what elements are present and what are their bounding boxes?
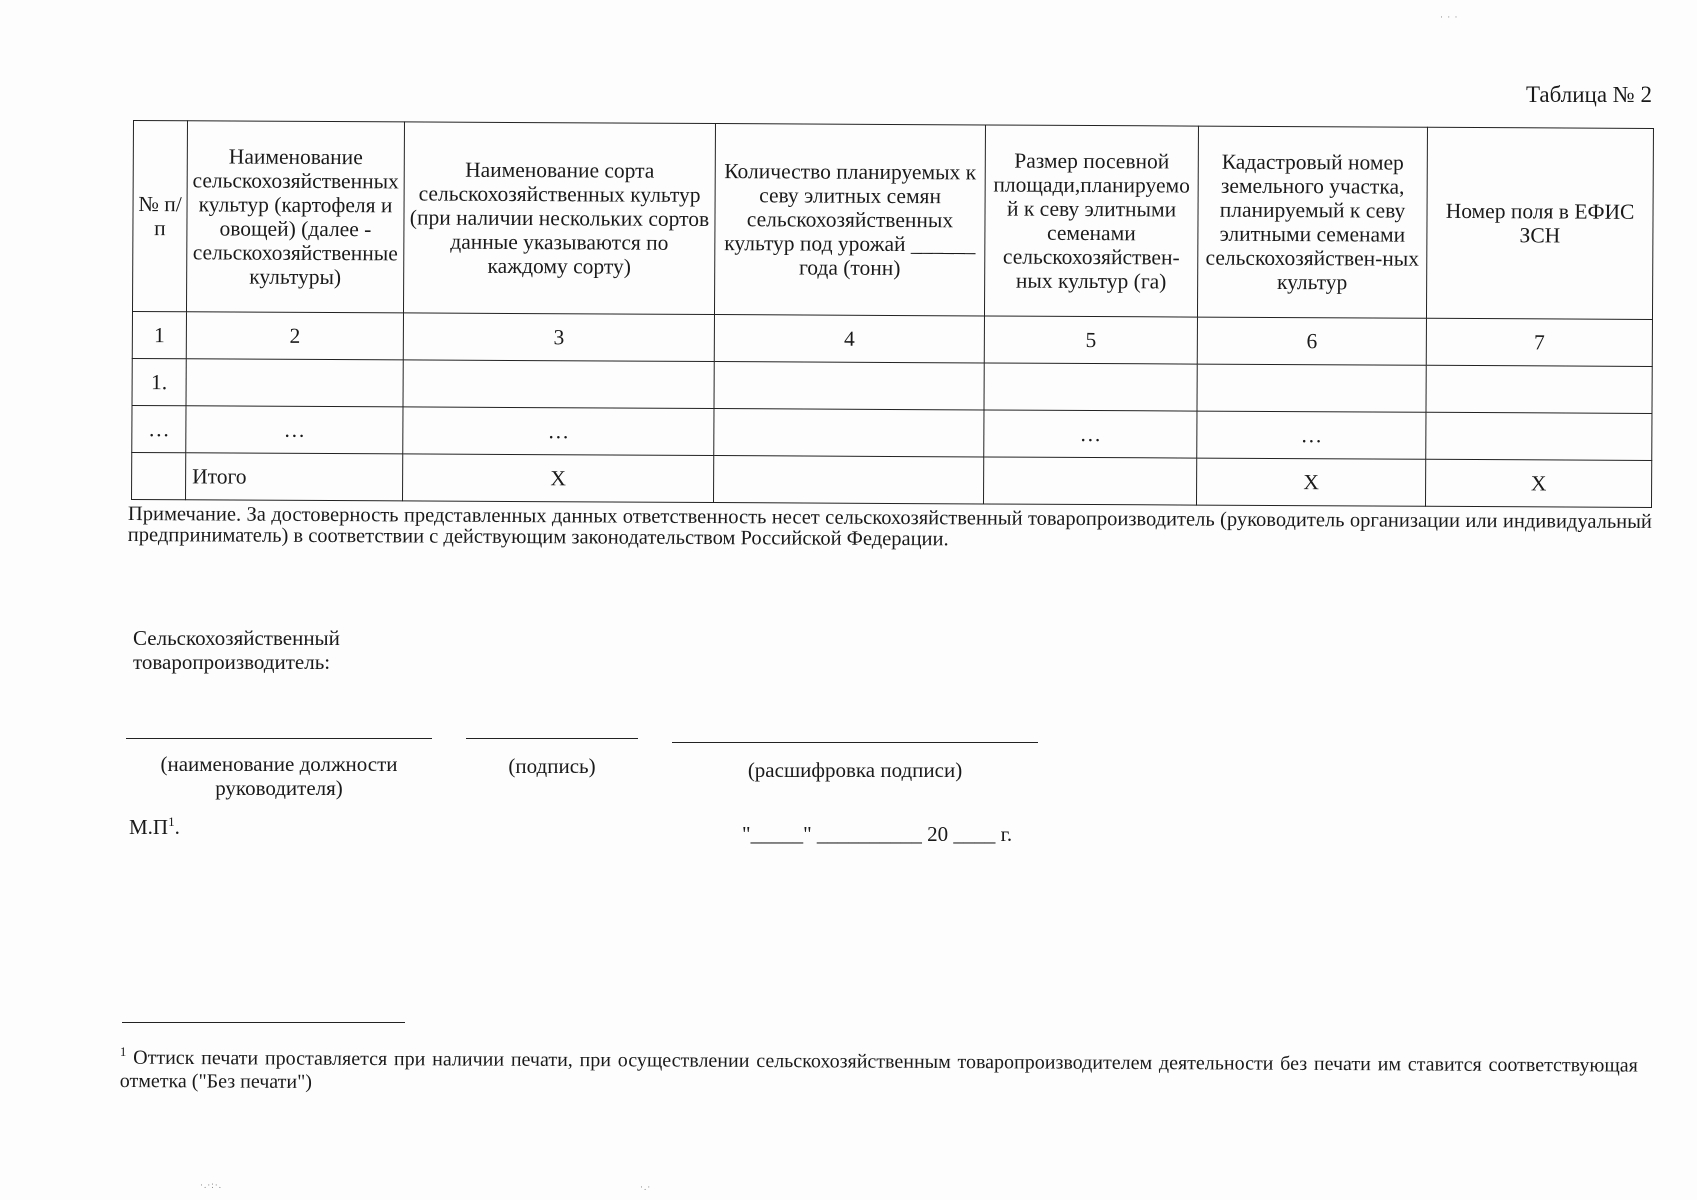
header-cadastral-number: Кадастровый номер земельного участка, планируемый к севу элитными семенами сельскохозяйствен-ных культур xyxy=(1197,126,1427,318)
table-cell: Х xyxy=(403,454,714,503)
stamp-label xyxy=(129,814,180,840)
position-line xyxy=(126,738,432,739)
header-seed-quantity: Количество планируемых к севу элитных семян сельскохозяйственных культур под урожай ______ года (тонн) xyxy=(714,124,985,316)
table-cell xyxy=(1197,364,1426,412)
column-number: 3 xyxy=(403,313,714,362)
table-row xyxy=(132,358,1652,413)
stamp-text: М.П xyxy=(129,815,169,839)
table-cell: … xyxy=(984,410,1197,458)
column-number: 5 xyxy=(984,316,1197,364)
table-cell xyxy=(714,456,984,504)
total-label: Итого xyxy=(186,453,403,501)
table-cell xyxy=(1426,365,1652,413)
column-number: 1 xyxy=(132,312,186,359)
header-field-number: Номер поля в ЕФИС ЗСН xyxy=(1426,127,1653,319)
column-number: 2 xyxy=(186,312,403,360)
table-title: Таблица № 2 xyxy=(1525,82,1652,107)
table-cell: … xyxy=(186,406,403,454)
table-cell xyxy=(714,409,984,457)
table-cell: … xyxy=(1197,411,1426,459)
table-cell xyxy=(403,360,714,409)
column-number: 6 xyxy=(1197,317,1426,365)
signature-line xyxy=(466,738,638,739)
scan-speck: · · · xyxy=(1440,12,1459,22)
column-number: 4 xyxy=(714,315,984,363)
date-line: "_____" __________ 20 ____ г. xyxy=(742,822,1013,846)
table-header-row xyxy=(132,121,1653,320)
table-note: Примечание. За достоверность представленных данных ответственность несет сельскохозяйственный товаропроизводитель (руководитель организации или индивидуальный предприниматель) в соответствии с действующим законодательством Российской Федерации. xyxy=(127,503,1652,551)
position-caption: (наименование должности руководителя) xyxy=(160,752,398,800)
table-row xyxy=(132,405,1652,460)
scan-speck: ·.· xyxy=(640,1182,652,1192)
table-cell xyxy=(1426,412,1652,460)
footnote-text: Оттиск печати проставляется при наличии печати, при осуществлении сельскохозяйственным товаропроизводителем деятельности без печати им ставится соответствующая отметка ("Без печати") xyxy=(119,1046,1638,1093)
header-row-number: № п/п xyxy=(132,121,187,312)
scan-speck: ·.·:·. xyxy=(200,1180,222,1190)
table-cell xyxy=(984,363,1197,411)
decoding-caption: (расшифровка подписи) xyxy=(747,758,963,782)
stamp-footnote-mark: 1 xyxy=(168,814,175,829)
table-cell: 1. xyxy=(132,358,186,405)
seed-sowing-table xyxy=(131,120,1654,508)
signature-caption: (подпись) xyxy=(508,754,596,778)
table-cell xyxy=(714,362,984,410)
table-cell xyxy=(186,359,403,407)
total-row xyxy=(132,452,1652,507)
column-number: 7 xyxy=(1426,318,1652,366)
table-cell: … xyxy=(403,407,714,456)
table-cell xyxy=(984,457,1197,505)
producer-label: Сельскохозяйственный товаропроизводитель: xyxy=(133,626,340,674)
table-cell: Х xyxy=(1425,459,1651,507)
table-cell xyxy=(132,452,186,499)
header-sowing-area: Размер посевной площади,планируемой к севу элитными семенами сельскохозяйствен-ных культур (га) xyxy=(984,125,1198,317)
footnote-mark: 1 xyxy=(119,1044,127,1060)
table-cell: Х xyxy=(1196,458,1425,506)
stamp-suffix: . xyxy=(174,815,180,839)
column-number-row xyxy=(132,312,1652,367)
footnote xyxy=(120,1040,1638,1101)
header-variety-name: Наименование сорта сельскохозяйственных культур (при наличии нескольких сортов данные указываются по каждому сорту) xyxy=(403,122,715,315)
header-crop-name: Наименование сельскохозяйственных культур (картофеля и овощей) (далее - сельскохозяйственные культуры) xyxy=(186,121,404,313)
decoding-line xyxy=(672,742,1038,743)
table-cell: … xyxy=(132,405,186,452)
footnote-separator xyxy=(122,1022,405,1023)
